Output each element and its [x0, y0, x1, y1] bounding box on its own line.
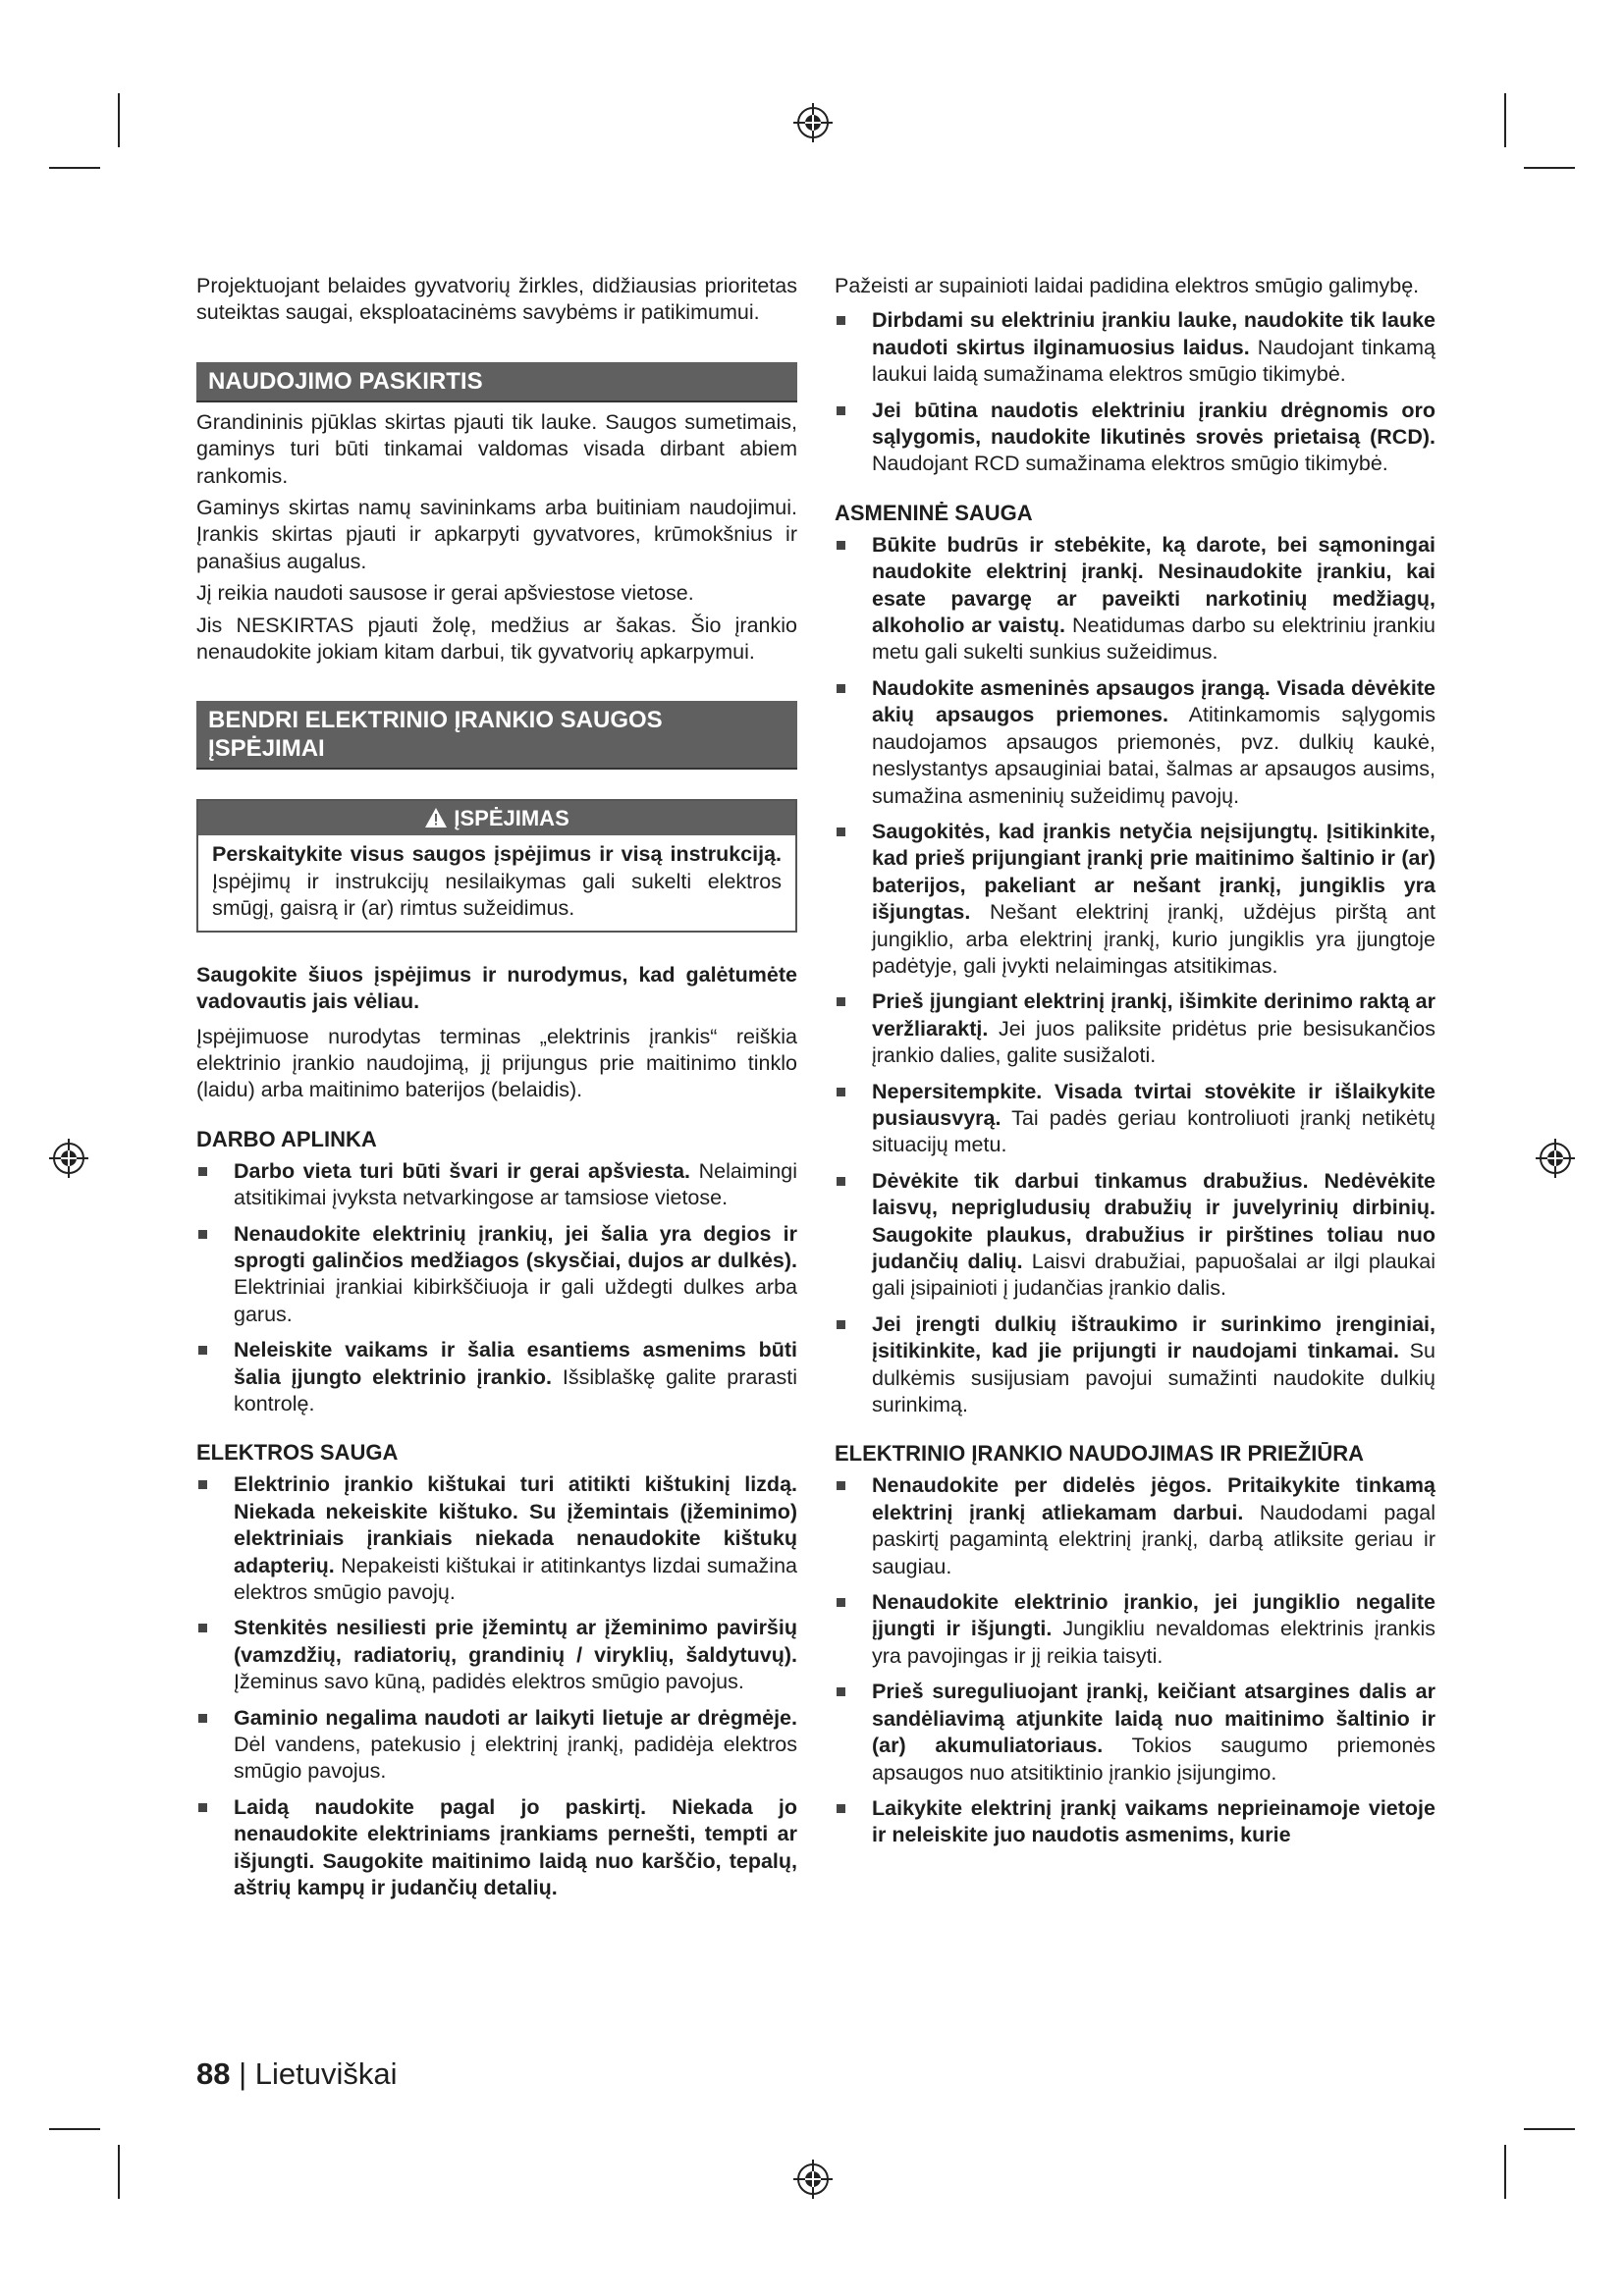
list-item: Būkite budrūs ir stebėkite, ką darote, bei sąmoningai naudokite elektrinį įrankį. Nesinaudokite įrankiu, kai esate pavargę ar paveikti narkotinių medžiagų, alkoholio ar vaistų. Neatidumas darbo su elektriniu įrankiu metu gali sukelti sunkius sužeidimus.	[835, 532, 1435, 667]
crop-mark	[49, 167, 100, 169]
crop-mark	[1524, 167, 1575, 169]
electric-safety-list	[196, 1471, 797, 1901]
list-item: Stenkitės nesiliesti prie įžemintų ar įžeminimo paviršių (vamzdžių, radiatorių, grandinių / viryklių, šaldytuvų). Įžeminus savo kūną, padidės elektros smūgio pavojus.	[196, 1615, 797, 1695]
crop-mark	[49, 2128, 100, 2130]
list-item: Prieš sureguliuojant įrankį, keičiant atsargines dalis ar sandėliavimą atjunkite laidą nuo maitinimo šaltinio ir (ar) akumuliatoriaus. Tokios saugumo priemonės apsaugos nuo atsitiktinio įrankio įsijungimo.	[835, 1679, 1435, 1787]
right-column	[835, 273, 1435, 1858]
warning-title: ĮSPĖJIMAS	[454, 806, 569, 831]
term-note: Įspėjimuose nurodytas terminas „elektrinis įrankis“ reiškia elektrinio įrankio naudojimą, jį prijungus prie maitinimo tinklo (laidu) arba maitinimo baterijos (belaidis).	[196, 1024, 797, 1102]
crop-mark	[1524, 2128, 1575, 2130]
subheading-electric-safety: ELEKTROS SAUGA	[196, 1440, 399, 1466]
list-item: Prieš įjungiant elektrinį įrankį, išimkite derinimo raktą ar veržliaraktį. Jei juos paliksite pridėtus prie besisukančios įrankio dalies, galite susižaloti.	[835, 988, 1435, 1069]
warning-box	[196, 799, 797, 932]
warning-body	[198, 835, 795, 930]
personal-safety-list	[835, 532, 1435, 1419]
warning-bold: Perskaitykite visus saugos įspėjimus ir visą instrukciją.	[212, 842, 782, 867]
list-item: Elektrinio įrankio kištukai turi atitikti kištukinį lizdą. Niekada nekeiskite kištuko. Su įžemintais (įžeminimo) elektriniais įrankiais niekada nenaudokite kištukų adapterių. Nepakeisti kištukai ir atitinkantys lizdai sumažina elektros smūgio pavojų.	[196, 1471, 797, 1606]
list-item: Neleiskite vaikams ir šalia esantiems asmenims būti šalia įjungto elektrinio įrankio. Išsiblaškę galite prarasti kontrolę.	[196, 1337, 797, 1417]
crop-mark	[1504, 2145, 1506, 2199]
footer-language: Lietuviškai	[254, 2056, 398, 2091]
tool-use-list	[835, 1472, 1435, 1848]
keep-instructions-note: Saugokite šiuos įspėjimus ir nurodymus, kad galėtumėte vadovautis jais vėliau.	[196, 962, 797, 1014]
left-column	[196, 273, 797, 1910]
list-item: Nenaudokite elektrinio įrankio, jei jungiklio negalite įjungti ir išjungti. Jungikliu nevaldomas elektrinis įrankis yra pavojingas ir jį reikia taisyti.	[835, 1589, 1435, 1670]
list-item: Nepersitempkite. Visada tvirtai stovėkite ir išlaikykite pusiausvyrą. Tai padės geriau kontroliuoti įrankį netikėtų situacijų metu.	[835, 1079, 1435, 1159]
page-number: 88	[196, 2056, 231, 2091]
work-area-list	[196, 1158, 797, 1418]
paragraph: Jį reikia naudoti sausose ir gerai apšviestose vietose.	[196, 581, 694, 606]
list-item: Laikykite elektrinį įrankį vaikams neprieinamoje vietoje ir neleiskite juo naudotis asmenims, kurie	[835, 1795, 1435, 1849]
list-item: Gaminio negalima naudoti ar laikyti lietuje ar drėgmėje. Dėl vandens, patekusio į elektrinį įrankį, padidėja elektros smūgio pavojus.	[196, 1705, 797, 1786]
heading-line: ĮSPĖJIMAI	[208, 735, 325, 763]
electric-safety-list-continued	[835, 307, 1435, 477]
warning-header	[198, 801, 795, 835]
heading-line: BENDRI ELEKTRINIO ĮRANKIO SAUGOS	[208, 707, 663, 734]
list-item: Saugokitės, kad įrankis netyčia neįsijungtų. Įsitikinkite, kad prieš prijungiant įrankį prie maitinimo šaltinio ir (ar) baterijos, pakeliant ar nešant įrankį, jungiklis yra išjungtas. Nešant elektrinį įrankį, uždėjus pirštą ant jungiklio, arba elektrinį įrankį, kurio jungiklis yra įjungtoje padėtyje, gali įvykti nelaimingas atsitikimas.	[835, 819, 1435, 980]
list-item: Dėvėkite tik darbui tinkamus drabužius. Nedėvėkite laisvų, neprigludusių drabužių ir juvelyrinių dirbinių. Saugokite plaukus, drabužius ir pirštines toliau nuo judančių dalių. Laisvi drabužiai, papuošalai ar ilgi plaukai gali įsipainioti į judančias įrankio dalis.	[835, 1168, 1435, 1303]
intro-paragraph: Projektuojant belaides gyvatvorių žirkles, didžiausias prioritetas suteiktas saugai, eksploatacinėms savybėms ir patikimumui.	[196, 274, 797, 325]
registration-mark-icon	[1536, 1139, 1575, 1178]
warning-text: Įspėjimų ir instrukcijų nesilaikymas gali sukelti elektros smūgį, gaisrą ir (ar) rimtus sužeidimus.	[212, 869, 782, 921]
registration-mark-icon	[49, 1139, 88, 1178]
section-heading-intended-use: NAUDOJIMO PASKIRTIS	[196, 362, 797, 402]
registration-mark-icon	[793, 103, 833, 142]
list-item: Dirbdami su elektriniu įrankiu lauke, naudokite tik lauke naudoti skirtus ilginamuosius laidus. Naudojant tinkamą laukui laidą sumažinama elektros smūgio tikimybė.	[835, 307, 1435, 388]
paragraph: Jis NESKIRTAS pjauti žolę, medžius ar šakas. Šio įrankio nenaudokite jokiam kitam darbui, tik gyvatvorių apkarpymui.	[196, 613, 797, 665]
subheading-tool-use-care: ELEKTRINIO ĮRANKIO NAUDOJIMAS IR PRIEŽIŪRA	[835, 1441, 1365, 1467]
list-item: Nenaudokite per didelės jėgos. Pritaikykite tinkamą elektrinį įrankį atliekamam darbui. Naudodami pagal paskirtį pagamintą elektrinį įrankį, darbą atliksite geriau ir saugiau.	[835, 1472, 1435, 1580]
list-item: Naudokite asmeninės apsaugos įrangą. Visada dėvėkite akių apsaugos priemones. Atitinkamomis sąlygomis naudojamos apsaugos priemonės, pvz. dulkių kaukė, neslystantys apsauginiai batai, šalmas ar apsaugos ausims, sumažina asmeninių sužeidimų pavojų.	[835, 675, 1435, 810]
footer-separator: |	[230, 2056, 255, 2091]
section-heading-general-warnings	[196, 701, 797, 770]
subheading-personal-safety: ASMENINĖ SAUGA	[835, 500, 1033, 525]
continued-paragraph: Pažeisti ar supainioti laidai padidina elektros smūgio galimybę.	[835, 274, 1420, 297]
paragraph: Grandininis pjūklas skirtas pjauti tik lauke. Saugos sumetimais, gaminys turi būti tinkamai valdomas visada dirbant abiem rankomis.	[196, 409, 797, 488]
list-item: Jei būtina naudotis elektriniu įrankiu drėgnomis oro sąlygomis, naudokite likutinės srovės prietaisą (RCD). Naudojant RCD sumažinama elektros smūgio tikimybė.	[835, 398, 1435, 478]
crop-mark	[118, 2145, 120, 2199]
crop-mark	[118, 93, 120, 147]
list-item: Nenaudokite elektrinių įrankių, jei šalia yra degios ir sprogti galinčios medžiagos (skysčiai, dujos ar dulkės). Elektriniai įrankiai kibirkščiuoja ir gali uždegti dulkes arba garus.	[196, 1221, 797, 1329]
paragraph: Gaminys skirtas namų savininkams arba buitiniam naudojimui. Įrankis skirtas pjauti ir apkarpyti gyvatvores, krūmokšnius ir panašius augalus.	[196, 496, 797, 573]
registration-mark-icon	[793, 2160, 833, 2199]
list-item: Jei įrengti dulkių ištraukimo ir surinkimo įrenginiai, įsitikinkite, kad jie prijungti ir naudojami tinkamai. Su dulkėmis susijusiam pavojui sumažinti naudokite dulkių surinkimą.	[835, 1311, 1435, 1419]
page-footer	[196, 2056, 398, 2092]
list-item: Laidą naudokite pagal jo paskirtį. Niekada jo nenaudokite elektriniams įrankiams pernešti, tempti ar išjungti. Saugokite maitinimo laidą nuo karščio, tepalų, aštrių kampų ir judančių detalių.	[196, 1794, 797, 1902]
list-item: Darbo vieta turi būti švari ir gerai apšviesta. Nelaimingi atsitikimai įvyksta netvarkingose ar tamsiose vietose.	[196, 1158, 797, 1212]
warning-triangle-icon	[424, 807, 448, 828]
crop-mark	[1504, 93, 1506, 147]
subheading-work-area: DARBO APLINKA	[196, 1126, 377, 1151]
